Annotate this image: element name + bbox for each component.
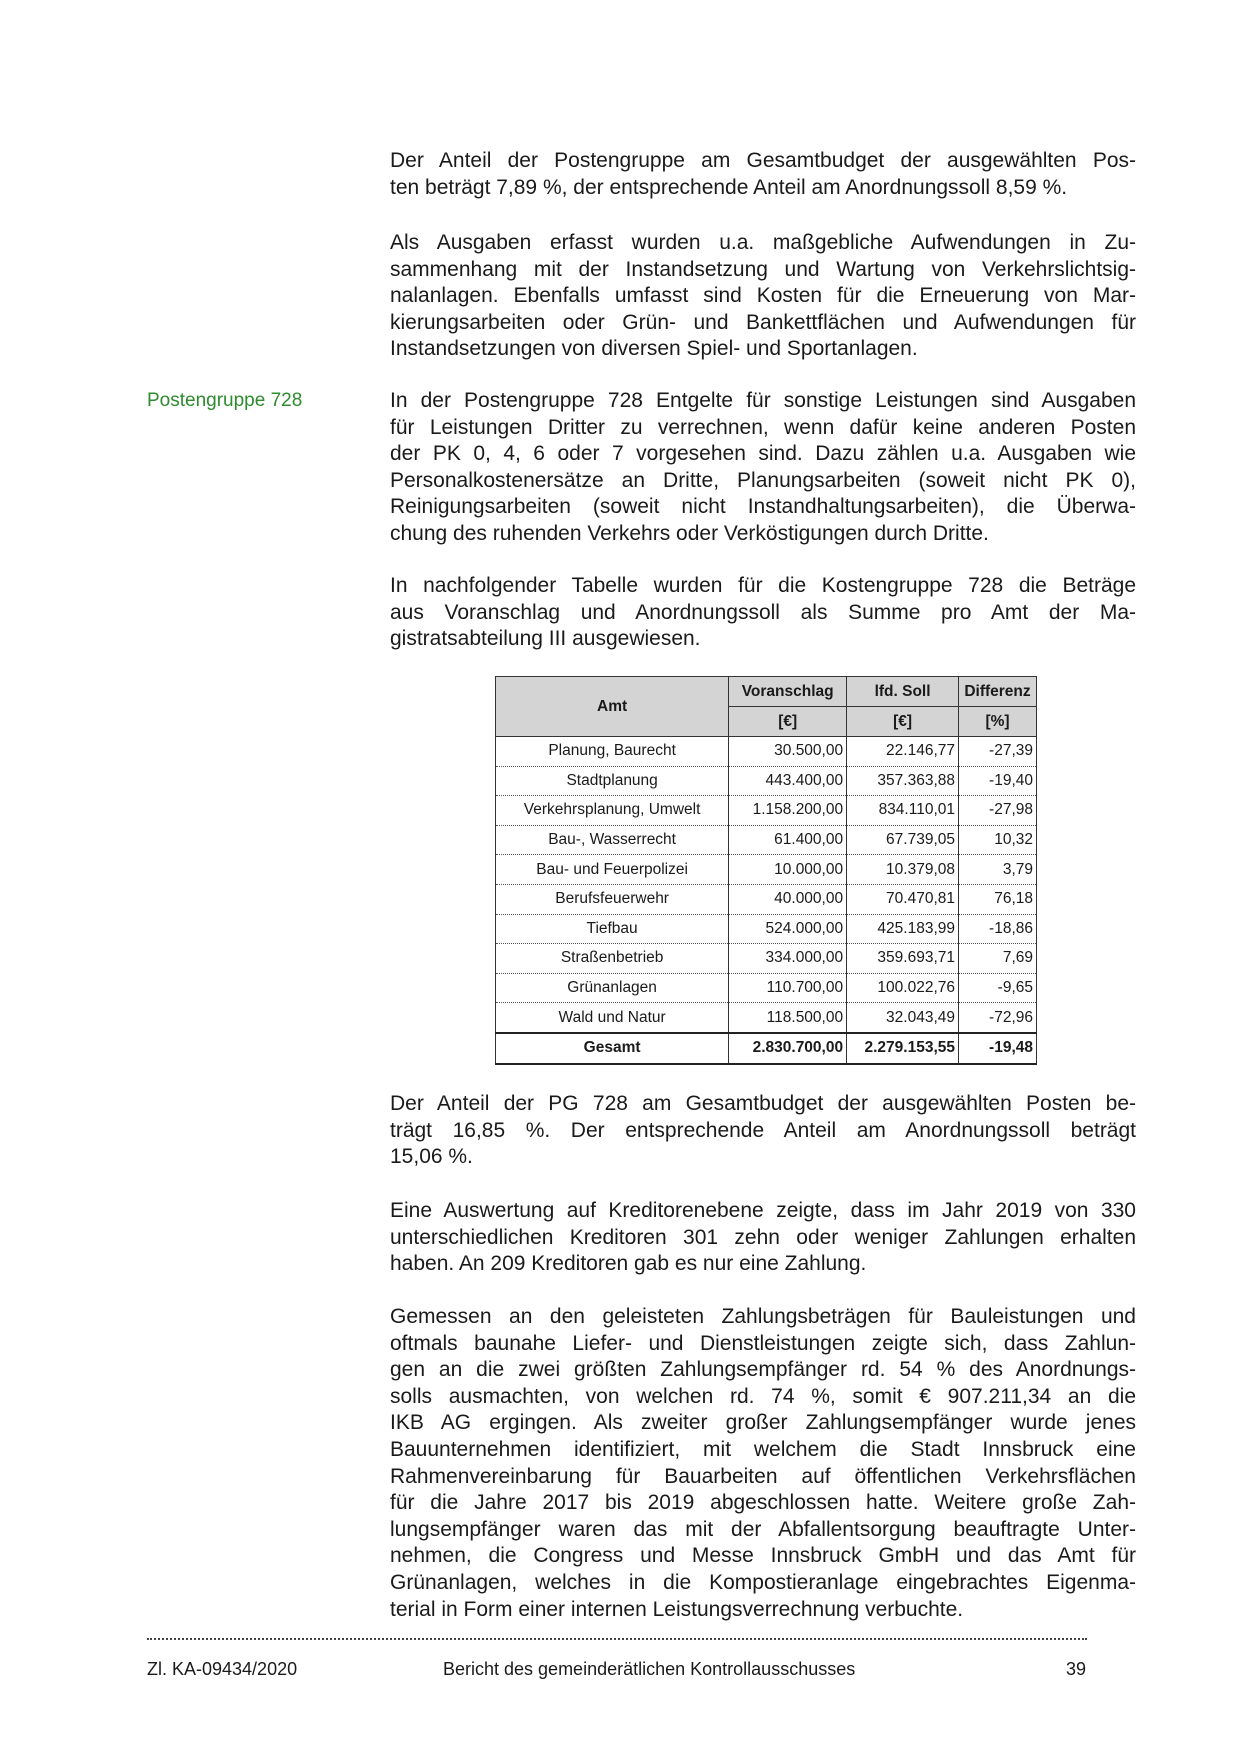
paragraph-line: Grünanlagen, welches in die Kompostieranlage eingebrachtes Eigenma- <box>390 1570 1136 1594</box>
paragraph-tabelle-intro <box>390 573 1136 653</box>
cell-voranschlag: 1.158.200,00 <box>729 796 847 826</box>
table-row <box>496 973 1037 1003</box>
paragraph-line: Eine Auswertung auf Kreditorenebene zeigte, dass im Jahr 2019 von 330 <box>390 1199 1136 1222</box>
paragraph-postengruppe-728 <box>390 388 1136 548</box>
total-soll: 2.279.153,55 <box>847 1033 959 1064</box>
table-row <box>496 914 1037 944</box>
footer-report-title: Bericht des gemeinderätlichen Kontrollausschusses <box>443 1659 856 1679</box>
table-row <box>496 1003 1037 1033</box>
paragraph-line: solls ausmachten, von welchen rd. 74 %, somit € 907.211,34 an die <box>390 1384 1136 1408</box>
paragraph-line: für die Jahre 2017 bis 2019 abgeschlossen hatte. Weitere große Zah- <box>390 1491 1136 1515</box>
paragraph-line: nalanlagen. Ebenfalls umfasst sind Kosten für die Erneuerung von Mar- <box>390 284 1136 308</box>
cell-soll: 67.739,05 <box>847 825 959 855</box>
table-row <box>496 855 1037 885</box>
paragraph-anteil-pg728 <box>390 1091 1136 1171</box>
paragraph-line: chung des ruhenden Verkehrs oder Verköstigungen durch Dritte. <box>390 521 989 545</box>
cell-differenz: 7,69 <box>959 944 1037 974</box>
paragraph-line: lungsempfänger waren das mit der Abfallentsorgung beauftragte Unter- <box>390 1517 1136 1541</box>
header-differenz-unit: [%] <box>959 707 1037 737</box>
header-soll: lfd. Soll <box>847 677 959 707</box>
cell-differenz: -72,96 <box>959 1003 1037 1033</box>
cell-amt: Berufsfeuerwehr <box>496 884 729 914</box>
paragraph-ausgaben <box>390 230 1136 363</box>
paragraph-line: oftmals baunahe Liefer- und Dienstleistungen zeigte sich, dass Zahlun- <box>390 1331 1136 1355</box>
paragraph-anteil-postengruppe <box>390 148 1136 201</box>
paragraph-line: Reinigungsarbeiten (soweit nicht Instandhaltungsarbeiten), die Überwa- <box>390 495 1136 519</box>
header-amt: Amt <box>496 677 729 737</box>
cell-voranschlag: 10.000,00 <box>729 855 847 885</box>
cell-voranschlag: 110.700,00 <box>729 973 847 1003</box>
header-differenz: Differenz <box>959 677 1037 707</box>
cell-amt: Straßenbetrieb <box>496 944 729 974</box>
header-voranschlag: Voranschlag <box>729 677 847 707</box>
cell-soll: 70.470,81 <box>847 884 959 914</box>
paragraph-line: Gemessen an den geleisteten Zahlungsbeträgen für Bauleistungen und <box>390 1305 1136 1328</box>
cell-differenz: -19,40 <box>959 766 1037 796</box>
table-row <box>496 944 1037 974</box>
total-amt: Gesamt <box>496 1033 729 1064</box>
header-voranschlag-unit: [€] <box>729 707 847 737</box>
cell-differenz: 76,18 <box>959 884 1037 914</box>
cell-differenz: -27,39 <box>959 737 1037 767</box>
paragraph-line: der PK 0, 4, 6 oder 7 vorgesehen sind. Dazu zählen u.a. Ausgaben wie <box>390 442 1136 466</box>
paragraph-line: unterschiedlichen Kreditoren 301 zehn oder weniger Zahlungen erhalten <box>390 1225 1136 1249</box>
paragraph-line: nehmen, die Congress und Messe Innsbruck GmbH und das Amt für <box>390 1544 1136 1568</box>
amt-table-wrapper <box>495 676 1037 1065</box>
cell-voranschlag: 334.000,00 <box>729 944 847 974</box>
cell-amt: Planung, Baurecht <box>496 737 729 767</box>
total-voranschlag: 2.830.700,00 <box>729 1033 847 1064</box>
paragraph-line: Personalkostenersätze an Dritte, Planungsarbeiten (soweit nicht PK 0), <box>390 468 1136 492</box>
cell-differenz: 10,32 <box>959 825 1037 855</box>
paragraph-line: gistratsabteilung III ausgewiesen. <box>390 627 701 651</box>
cell-soll: 834.110,01 <box>847 796 959 826</box>
cell-soll: 32.043,49 <box>847 1003 959 1033</box>
cell-soll: 10.379,08 <box>847 855 959 885</box>
cell-amt: Bau- und Feuerpolizei <box>496 855 729 885</box>
cell-differenz: -9,65 <box>959 973 1037 1003</box>
cell-differenz: -27,98 <box>959 796 1037 826</box>
cell-soll: 22.146,77 <box>847 737 959 767</box>
paragraph-line: trägt 16,85 %. Der entsprechende Anteil am Anordnungssoll beträgt <box>390 1118 1136 1142</box>
paragraph-line: terial in Form einer internen Leistungsverrechnung verbuchte. <box>390 1597 964 1621</box>
cell-voranschlag: 524.000,00 <box>729 914 847 944</box>
paragraph-line: Rahmenvereinbarung für Bauarbeiten auf öffentlichen Verkehrsflächen <box>390 1464 1136 1488</box>
total-differenz: -19,48 <box>959 1033 1037 1064</box>
table-row <box>496 884 1037 914</box>
footer-page-number: 39 <box>1066 1659 1087 1679</box>
paragraph-line: In nachfolgender Tabelle wurden für die Kostengruppe 728 die Beträge <box>390 574 1136 597</box>
paragraph-line: für Leistungen Dritter zu verrechnen, wenn dafür keine anderen Posten <box>390 415 1136 439</box>
cell-soll: 359.693,71 <box>847 944 959 974</box>
paragraph-line: Bauunternehmen identifiziert, mit welchem die Stadt Innsbruck eine <box>390 1437 1136 1461</box>
paragraph-line: IKB AG ergingen. Als zweiter großer Zahlungsempfänger wurde jenes <box>390 1411 1136 1435</box>
cell-amt: Grünanlagen <box>496 973 729 1003</box>
cell-differenz: 3,79 <box>959 855 1037 885</box>
cell-soll: 357.363,88 <box>847 766 959 796</box>
cell-differenz: -18,86 <box>959 914 1037 944</box>
paragraph-line: ten beträgt 7,89 %, der entsprechende Anteil am Anordnungssoll 8,59 %. <box>390 175 1068 199</box>
paragraph-line: gen an die zwei größten Zahlungsempfänger rd. 54 % des Anordnungs- <box>390 1358 1136 1382</box>
paragraph-line: haben. An 209 Kreditoren gab es nur eine Zahlung. <box>390 1252 867 1276</box>
table-body <box>496 737 1037 1033</box>
cell-voranschlag: 61.400,00 <box>729 825 847 855</box>
cell-soll: 100.022,76 <box>847 973 959 1003</box>
paragraph-zahlungsempfaenger <box>390 1304 1136 1623</box>
paragraph-line: 15,06 %. <box>390 1145 473 1169</box>
table-row <box>496 825 1037 855</box>
cell-amt: Stadtplanung <box>496 766 729 796</box>
paragraph-line: Der Anteil der PG 728 am Gesamtbudget der ausgewählten Posten be- <box>390 1092 1136 1115</box>
paragraph-line: aus Voranschlag und Anordnungssoll als Summe pro Amt der Ma- <box>390 600 1136 624</box>
footer-document-number: Zl. KA-09434/2020 <box>147 1659 298 1679</box>
paragraph-line: Als Ausgaben erfasst wurden u.a. maßgebliche Aufwendungen in Zu- <box>390 231 1136 254</box>
table-row <box>496 766 1037 796</box>
margin-note-postengruppe: Postengruppe 728 <box>147 390 303 411</box>
cell-amt: Wald und Natur <box>496 1003 729 1033</box>
paragraph-line: In der Postengruppe 728 Entgelte für sonstige Leistungen sind Ausgaben <box>390 389 1136 412</box>
header-soll-unit: [€] <box>847 707 959 737</box>
cell-voranschlag: 30.500,00 <box>729 737 847 767</box>
cell-voranschlag: 40.000,00 <box>729 884 847 914</box>
table-total-row <box>496 1033 1037 1064</box>
footer-divider <box>147 1638 1087 1640</box>
paragraph-line: Instandsetzungen von diversen Spiel- und Sportanlagen. <box>390 337 918 361</box>
paragraph-line: kierungsarbeiten oder Grün- und Bankettflächen und Aufwendungen für <box>390 310 1136 334</box>
cell-amt: Bau-, Wasserrecht <box>496 825 729 855</box>
cell-soll: 425.183,99 <box>847 914 959 944</box>
cell-amt: Verkehrsplanung, Umwelt <box>496 796 729 826</box>
amt-table <box>495 676 1037 1065</box>
table-row <box>496 796 1037 826</box>
paragraph-kreditoren <box>390 1198 1136 1278</box>
paragraph-line: Der Anteil der Postengruppe am Gesamtbudget der ausgewählten Pos- <box>390 149 1136 172</box>
cell-voranschlag: 118.500,00 <box>729 1003 847 1033</box>
paragraph-line: sammenhang mit der Instandsetzung und Wartung von Verkehrslichtsig- <box>390 257 1136 281</box>
table-row <box>496 737 1037 767</box>
cell-voranschlag: 443.400,00 <box>729 766 847 796</box>
cell-amt: Tiefbau <box>496 914 729 944</box>
